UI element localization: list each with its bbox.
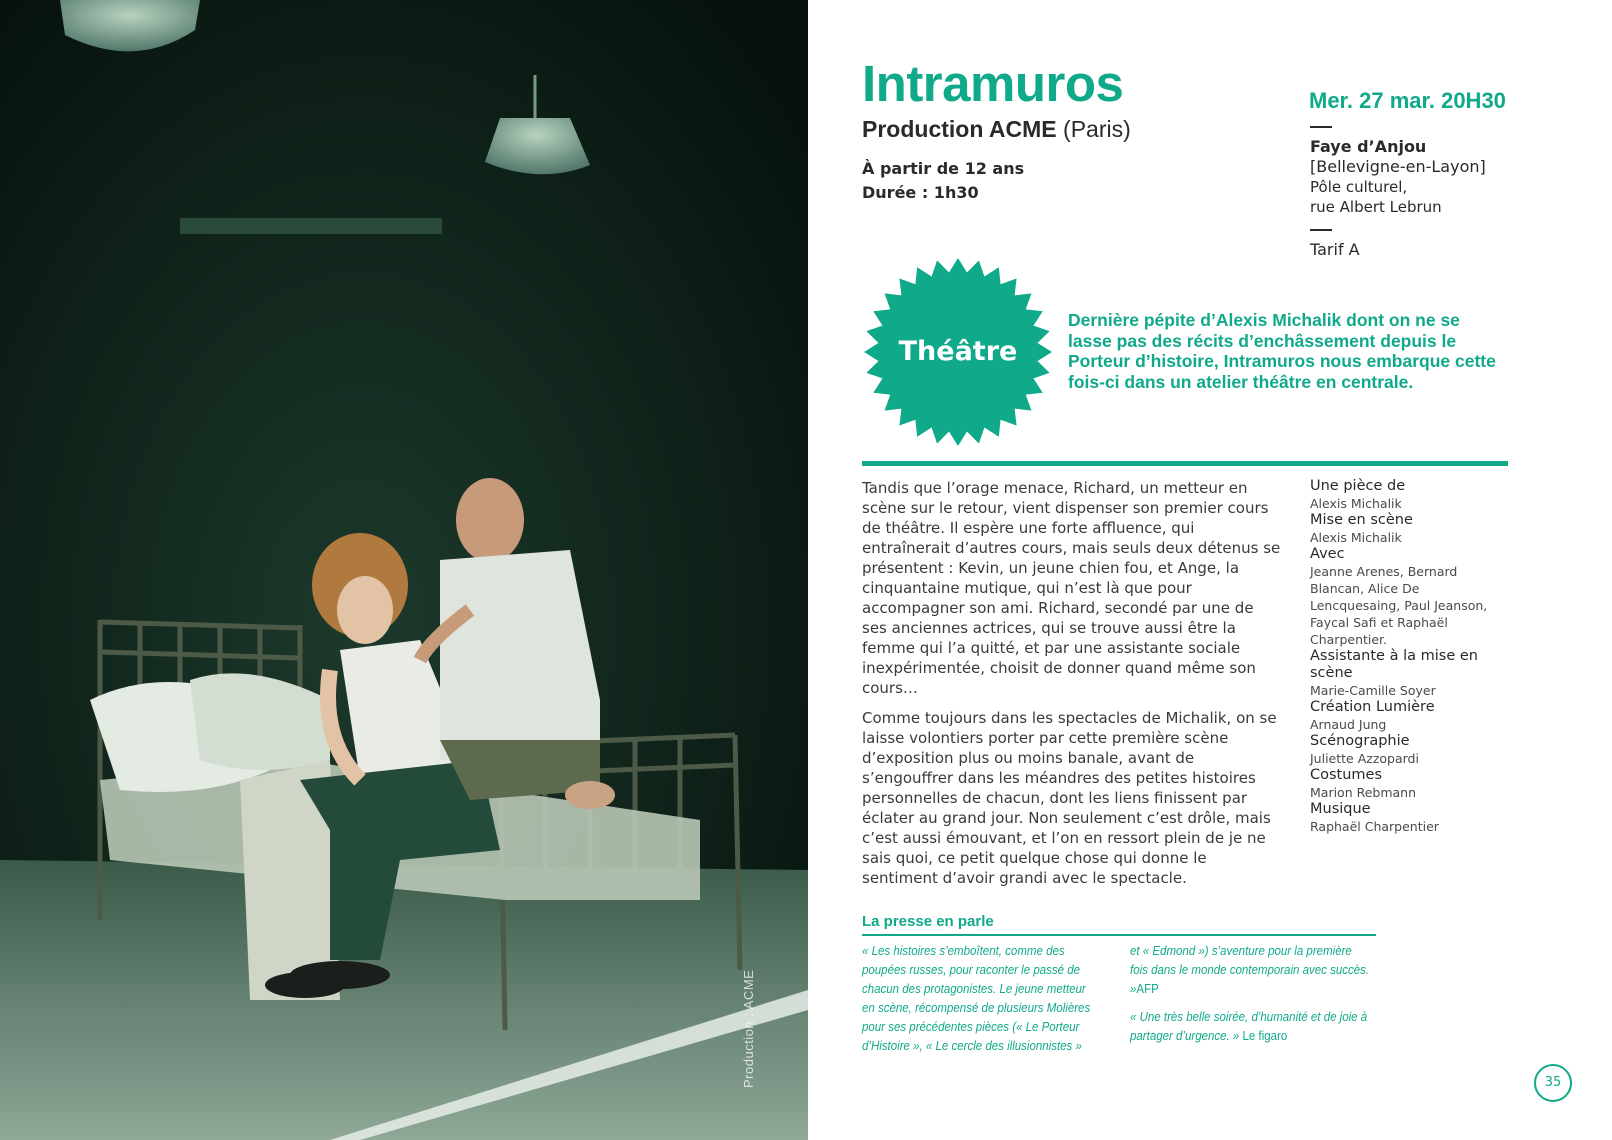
press-divider [862,934,1376,936]
age-limit: À partir de 12 ans [862,159,1025,178]
press-quote: « Les histoires s’emboîtent, comme des poupées russes, pour raconter le passé de chacun des protagonistes. Le jeune metteur en scène, récompensé de plusieurs Molières pour ses précédentes pièces (« Le Porteur d’Histoire », « Le cercle des illusionnistes » [862,944,1091,1053]
press-quote-text: « Une très belle soirée, d’humanité et de joie à partager d’urgence. » [1130,1010,1368,1043]
credit-item [1310,733,1510,767]
credit-names: Arnaud Jung [1310,717,1387,732]
credit-role: Scénographie [1310,733,1410,749]
synopsis [862,478,1282,898]
credit-item [1310,478,1510,512]
credit-names: Alexis Michalik [1310,530,1402,545]
press-quote-text: et « Edmond ») s’aventure pour la première fois dans le monde contemporain avec succès. » [1130,944,1370,996]
venue-town: Faye d’Anjou [1310,137,1427,156]
credit-names: Marion Rebmann [1310,785,1417,800]
production-name: Production ACME [862,116,1057,142]
credit-item [1310,648,1510,699]
synopsis-paragraph: Tandis que l’orage menace, Richard, un metteur en scène sur le retour, vient dispenser son premier cours de théâtre. Il espère une forte affluence, qui entraînerait d’autres cours, mais seuls deux détenus se présentent : Kevin, un jeune chien fou, et Ange, la cinquantaine mutique, qui n’est là que pour accompagner son ami. Richard, secondé par une de ses anciennes actrices, qui se trouve aussi être la femme qui l’a quitté, et par une assistante sociale inexpérimentée, choisit de donner quand même son cours… [862,479,1281,697]
credit-role: Une pièce de [1310,478,1406,494]
credit-role: Assistante à la mise en scène [1310,648,1478,681]
duration: Durée : 1h30 [862,183,979,202]
credit-item [1310,801,1510,835]
credit-role: Musique [1310,801,1371,817]
press-column [862,942,1094,1065]
credit-role: Avec [1310,546,1345,562]
category-label: Théâtre [898,336,1018,367]
price-tier: Tarif A [1310,240,1360,259]
credit-names: Alexis Michalik [1310,496,1402,511]
performance-date: Mer. 27 mar. 20H30 [1309,88,1506,113]
production-city: (Paris) [1063,116,1131,142]
venue-block [1310,137,1486,217]
credit-role: Création Lumière [1310,699,1435,715]
press-source: Le figaro [1239,1029,1288,1043]
venue-street: rue Albert Lebrun [1310,198,1442,216]
credit-names: Marie-Camille Soyer [1310,683,1436,698]
credit-role: Mise en scène [1310,512,1413,528]
section-divider [862,461,1508,466]
separator-dash [1310,229,1332,231]
credit-item [1310,512,1510,546]
credit-names: Jeanne Arenes, Bernard Blancan, Alice De Lencquesaing, Paul Jeanson, Faycal Safi et Raphaël Charpentier. [1310,564,1488,647]
production-line [862,116,1131,143]
credits-list [1310,478,1510,835]
show-title: Intramuros [862,55,1124,112]
intro-text: Dernière pépite d’Alexis Michalik dont on ne se lasse pas des récits d’enchâssement depuis le Porteur d’histoire, Intramuros nous embarque cette fois-ci dans un atelier théâtre en centrale. [1068,310,1496,392]
credit-item [1310,546,1510,648]
credit-names: Juliette Azzopardi [1310,751,1419,766]
synopsis-paragraph: Comme toujours dans les spectacles de Michalik, on se laisse volontiers porter par cette première scène d’exposition plus ou moins banale, avant de s’engouffrer dans les méandres des petites histoires personnelles de chacun, dont les liens finissent par éclater au grand jour. Non seulement c’est drôle, mais c’est aussi émouvant, et l’on en ressort plein de je ne sais quoi, ce petit quelque chose qui donne le sentiment d’avoir grandi avec le spectacle. [862,709,1277,887]
venue-name: Pôle culturel, [1310,178,1408,196]
credit-item [1310,767,1510,801]
credit-item [1310,699,1510,733]
press-quote [1130,1008,1373,1046]
press-source: AFP [1136,982,1159,996]
page-number: 35 [1534,1064,1572,1102]
audience-info [862,157,1024,205]
press-quote [1130,942,1373,999]
credit-role: Costumes [1310,767,1383,783]
separator-dash [1310,126,1332,128]
venue-region: [Bellevigne-en-Layon] [1310,157,1486,176]
credit-names: Raphaël Charpentier [1310,819,1439,834]
press-heading: La presse en parle [862,913,994,930]
photo-credit: Production : ACME [741,969,756,1088]
press-column [1130,942,1373,1055]
